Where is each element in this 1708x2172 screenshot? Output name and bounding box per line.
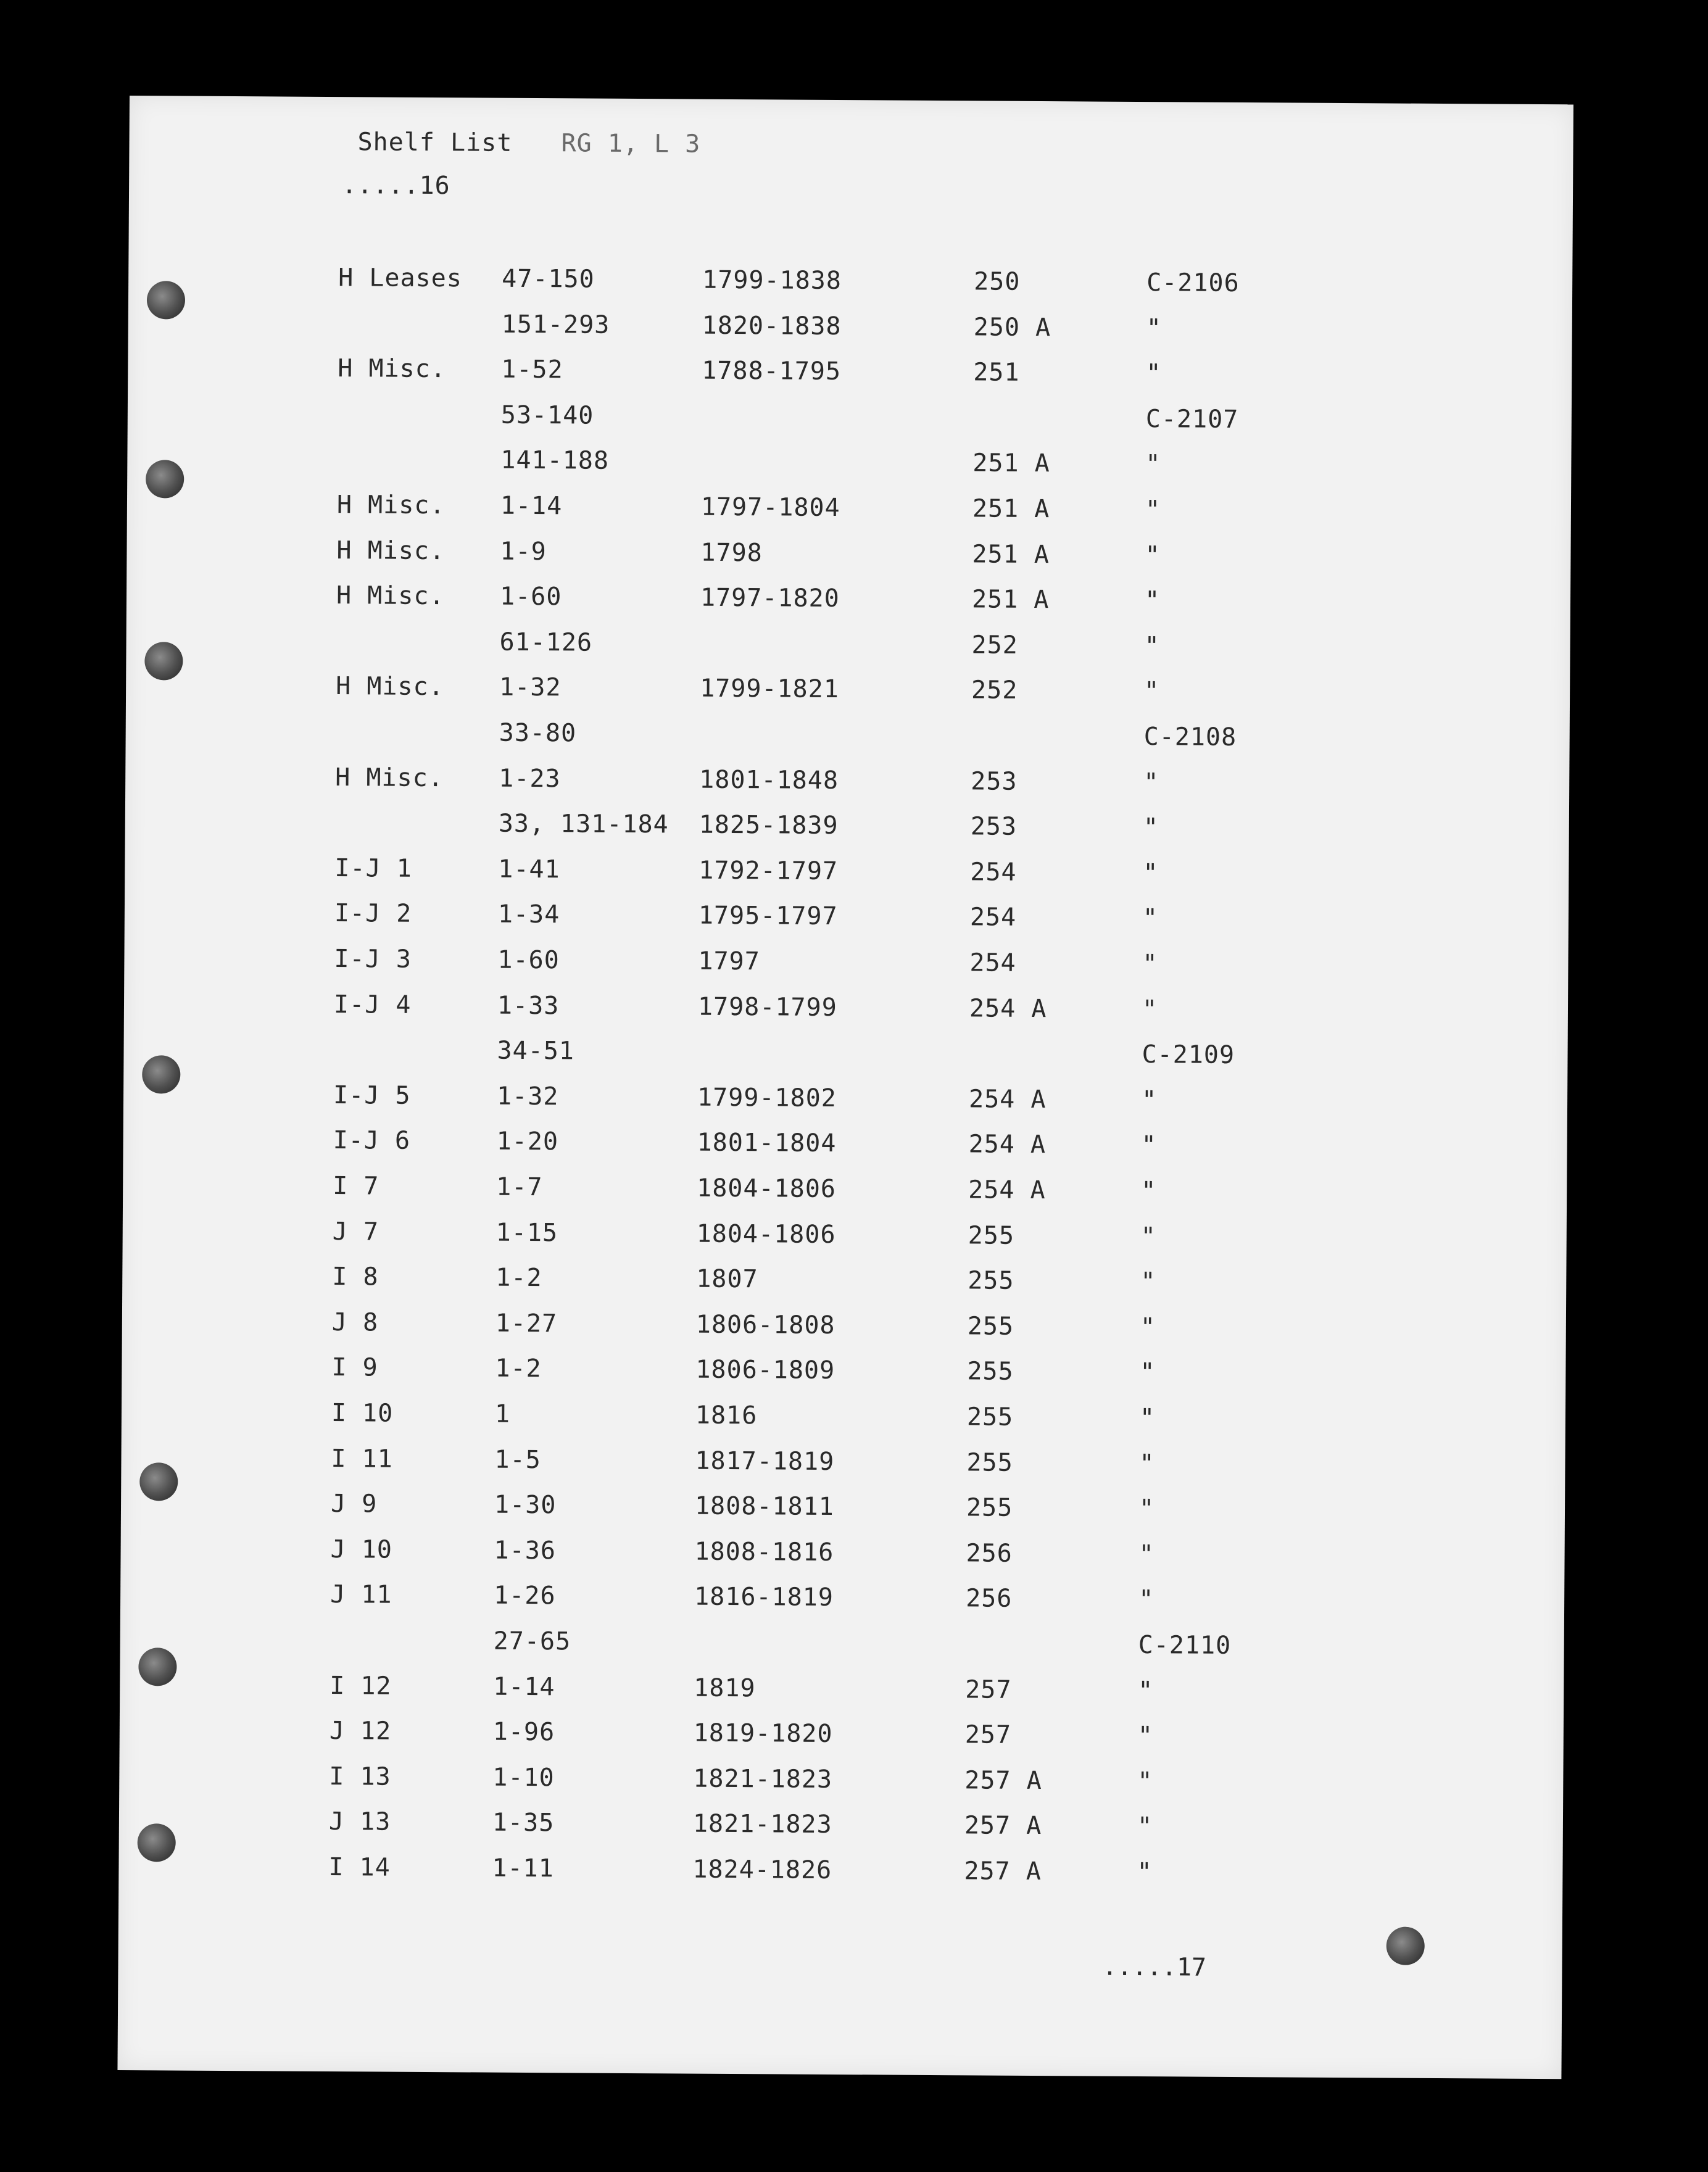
items-cell: 1-2 <box>495 1263 542 1293</box>
reel-cell: C-2110 <box>1138 1631 1232 1660</box>
dates-cell: 1819 <box>694 1673 756 1702</box>
box-cell: 257 A <box>964 1857 1042 1886</box>
series-cell: H Misc. <box>336 581 445 611</box>
box-cell: 255 <box>968 1221 1015 1250</box>
dates-cell: 1797-1804 <box>700 492 840 523</box>
dates-cell: 1799-1838 <box>702 265 842 296</box>
dates-cell: 1824-1826 <box>692 1855 832 1885</box>
items-cell: 1 <box>494 1399 511 1428</box>
items-cell: 1-32 <box>499 673 562 702</box>
table-row <box>121 1443 1565 1489</box>
record-group-label: RG 1, L 3 <box>561 129 701 159</box>
items-cell: 1-60 <box>497 945 560 975</box>
items-cell: 1-96 <box>492 1717 555 1747</box>
series-cell: J 13 <box>328 1807 391 1837</box>
reel-cell: " <box>1140 1312 1156 1341</box>
items-cell: 1-32 <box>496 1082 559 1111</box>
table-row <box>128 308 1572 354</box>
reel-cell: " <box>1146 359 1162 388</box>
items-cell: 1-36 <box>494 1536 557 1565</box>
reel-cell: " <box>1142 995 1158 1024</box>
table-row <box>123 1080 1567 1125</box>
table-row <box>124 943 1568 989</box>
box-cell: 257 <box>964 1720 1012 1749</box>
box-cell: 254 A <box>968 1175 1046 1205</box>
reel-cell: " <box>1137 1722 1154 1751</box>
dates-cell: 1801-1804 <box>697 1129 837 1158</box>
series-cell: I 13 <box>329 1762 391 1791</box>
series-cell: I-J 2 <box>334 899 412 929</box>
table-row <box>120 1670 1564 1716</box>
table-row <box>125 807 1569 853</box>
series-cell: I 14 <box>328 1853 391 1882</box>
items-cell: 1-5 <box>494 1445 541 1474</box>
table-row <box>125 898 1569 943</box>
reel-cell: " <box>1142 904 1159 933</box>
series-cell: I-J 6 <box>333 1126 411 1156</box>
table-row <box>120 1534 1564 1580</box>
box-cell: 254 <box>970 858 1017 887</box>
table-row <box>128 353 1572 399</box>
table-row <box>122 1307 1566 1353</box>
items-cell: 1-30 <box>494 1490 557 1520</box>
reel-cell: " <box>1138 1585 1155 1614</box>
reel-cell: " <box>1139 1404 1156 1433</box>
box-cell: 256 <box>966 1584 1013 1614</box>
items-cell: 1-35 <box>492 1809 555 1838</box>
box-cell: 250 <box>974 267 1021 296</box>
dates-cell: 1808-1816 <box>694 1537 834 1567</box>
reel-cell: " <box>1141 1177 1157 1206</box>
items-cell: 1-34 <box>497 900 560 929</box>
dates-cell: 1795-1797 <box>698 902 838 931</box>
items-cell: 1-41 <box>498 855 560 884</box>
items-cell: 1-60 <box>499 582 562 611</box>
dates-cell: 1797 <box>698 947 760 976</box>
box-cell: 255 <box>967 1357 1014 1387</box>
items-cell: 1-9 <box>500 537 547 566</box>
box-cell: 254 A <box>968 1130 1047 1159</box>
series-cell: H Misc. <box>338 354 447 384</box>
series-cell: J 9 <box>330 1490 378 1519</box>
items-cell: 151-293 <box>501 310 610 339</box>
series-cell: J 7 <box>332 1217 379 1246</box>
box-cell: 251 A <box>971 585 1050 615</box>
table-row <box>127 489 1571 535</box>
dates-cell: 1804-1806 <box>696 1219 836 1249</box>
box-cell: 256 <box>966 1539 1013 1568</box>
reel-cell: " <box>1137 1767 1153 1796</box>
items-cell: 53-140 <box>500 400 594 430</box>
box-cell: 257 <box>965 1675 1012 1704</box>
dates-cell: 1817-1819 <box>695 1446 835 1476</box>
dates-cell: 1825-1839 <box>699 810 839 840</box>
dates-cell: 1806-1809 <box>695 1356 835 1385</box>
items-cell: 1-11 <box>492 1854 554 1883</box>
table-row <box>122 1261 1566 1307</box>
dates-cell: 1798 <box>700 538 763 567</box>
items-cell: 1-2 <box>495 1354 542 1383</box>
items-cell: 1-33 <box>497 991 560 1020</box>
table-row <box>125 853 1569 898</box>
box-cell: 254 A <box>968 1085 1047 1114</box>
table-row <box>120 1625 1564 1670</box>
series-cell: I 12 <box>330 1671 392 1701</box>
items-cell: 1-7 <box>496 1172 543 1202</box>
box-cell: 253 <box>971 766 1018 796</box>
table-row <box>119 1761 1563 1807</box>
reel-cell: C-2107 <box>1145 404 1239 434</box>
reel-cell: " <box>1143 813 1159 842</box>
box-cell: 255 <box>968 1266 1014 1295</box>
reel-cell: " <box>1138 1540 1155 1569</box>
table-row <box>122 1398 1565 1443</box>
punch-hole <box>1387 1926 1425 1965</box>
table-row <box>127 444 1571 489</box>
dates-cell: 1821-1823 <box>692 1810 832 1839</box>
reel-cell: " <box>1140 1358 1156 1387</box>
dates-cell: 1799-1802 <box>697 1083 837 1113</box>
dates-cell: 1821-1823 <box>693 1764 833 1794</box>
reel-cell: " <box>1146 313 1162 342</box>
items-cell: 1-14 <box>500 491 563 521</box>
box-cell: 251 <box>973 358 1020 388</box>
box-cell: 255 <box>967 1312 1014 1341</box>
table-row <box>123 1171 1567 1216</box>
dates-cell: 1788-1795 <box>702 356 842 386</box>
dates-cell: 1808-1811 <box>694 1491 834 1522</box>
series-cell: I 11 <box>331 1444 393 1474</box>
series-cell: I-J 3 <box>334 945 412 974</box>
table-row <box>123 1034 1567 1080</box>
reel-cell: " <box>1145 495 1161 524</box>
dates-cell: 1807 <box>696 1264 758 1294</box>
box-cell: 255 <box>966 1493 1013 1522</box>
box-cell: 257 A <box>964 1766 1042 1795</box>
table-row <box>121 1488 1565 1534</box>
items-cell: 1-14 <box>493 1672 555 1701</box>
series-cell: J 10 <box>330 1535 393 1564</box>
box-cell: 254 A <box>969 993 1047 1023</box>
dates-cell: 1820-1838 <box>702 311 842 341</box>
box-cell: 252 <box>971 631 1018 660</box>
series-cell: I-J 4 <box>333 990 412 1019</box>
items-cell: 1-52 <box>501 355 563 384</box>
items-cell: 47-150 <box>502 264 595 294</box>
items-cell: 61-126 <box>499 628 593 657</box>
items-cell: 1-15 <box>495 1218 558 1247</box>
reel-cell: " <box>1145 541 1161 570</box>
reel-cell: " <box>1139 1449 1155 1478</box>
table-row <box>119 1806 1563 1852</box>
box-cell: 251 A <box>972 539 1050 569</box>
table-row <box>126 535 1570 581</box>
dates-cell: 1797-1820 <box>700 583 840 613</box>
series-cell: H Leases <box>338 263 462 293</box>
table-row <box>128 262 1572 308</box>
series-cell: I-J 1 <box>334 853 412 883</box>
reel-cell: C-2106 <box>1146 268 1240 297</box>
previous-page-marker: .....16 <box>341 171 450 201</box>
dates-cell: 1806-1808 <box>695 1310 835 1340</box>
table-row <box>126 671 1570 716</box>
dates-cell: 1798-1799 <box>697 992 837 1022</box>
series-cell: I 8 <box>332 1262 379 1291</box>
table-row <box>120 1715 1564 1761</box>
reel-cell: " <box>1137 1858 1153 1887</box>
box-cell: 255 <box>966 1403 1014 1432</box>
series-cell: J 8 <box>331 1308 379 1337</box>
box-cell: 252 <box>971 676 1018 705</box>
items-cell: 1-26 <box>494 1581 556 1610</box>
series-cell: H Misc. <box>336 536 446 565</box>
series-cell: I 10 <box>331 1399 394 1428</box>
box-cell: 254 <box>969 903 1017 932</box>
table-row <box>126 580 1570 626</box>
reel-cell: " <box>1145 450 1161 479</box>
box-cell: 250 A <box>973 312 1051 342</box>
box-cell: 251 A <box>972 449 1050 478</box>
series-cell: J 11 <box>330 1580 392 1610</box>
reel-cell: " <box>1141 1085 1158 1114</box>
items-cell: 1-10 <box>492 1763 555 1793</box>
dates-cell: 1801-1848 <box>699 765 839 795</box>
series-cell: J 12 <box>329 1717 392 1746</box>
next-page-marker: .....17 <box>1102 1952 1207 1982</box>
reel-cell: " <box>1143 677 1160 706</box>
reel-cell: " <box>1141 1131 1157 1160</box>
box-cell: 254 <box>969 948 1016 977</box>
items-cell: 1-27 <box>495 1309 558 1338</box>
items-cell: 141-188 <box>500 446 610 476</box>
table-row <box>126 626 1570 671</box>
series-cell: H Misc. <box>336 672 444 702</box>
reel-cell: " <box>1140 1222 1156 1251</box>
items-cell: 1-23 <box>499 764 561 793</box>
reel-cell: C-2108 <box>1143 723 1237 752</box>
box-cell: 253 <box>970 812 1018 841</box>
document-page <box>117 96 1573 2079</box>
table-row <box>125 716 1569 762</box>
table-row <box>123 1216 1567 1262</box>
series-cell: H Misc. <box>336 491 446 520</box>
table-row <box>122 1352 1565 1398</box>
table-row <box>123 1125 1567 1171</box>
reel-cell: " <box>1138 1676 1154 1705</box>
table-row <box>120 1579 1564 1625</box>
items-cell: 33-80 <box>499 718 577 748</box>
series-cell: I 9 <box>331 1353 378 1382</box>
items-cell: 27-65 <box>493 1627 571 1656</box>
dates-cell: 1804-1806 <box>697 1174 837 1204</box>
dates-cell: 1819-1820 <box>693 1718 833 1749</box>
reel-cell: " <box>1144 586 1161 615</box>
items-cell: 1-20 <box>496 1127 559 1156</box>
dates-cell: 1816 <box>695 1401 758 1430</box>
items-cell: 34-51 <box>497 1036 575 1066</box>
reel-cell: " <box>1143 768 1159 797</box>
reel-cell: " <box>1140 1267 1156 1296</box>
reel-cell: " <box>1143 858 1159 888</box>
dates-cell: 1792-1797 <box>699 856 839 885</box>
series-cell: I-J 5 <box>333 1080 411 1110</box>
shelf-list-title: Shelf List <box>357 128 513 157</box>
reel-cell: " <box>1137 1812 1153 1841</box>
series-cell: I 7 <box>333 1172 379 1201</box>
box-cell: 255 <box>966 1448 1013 1477</box>
items-cell: 33, 131-184 <box>498 809 669 839</box>
dates-cell: 1816-1819 <box>694 1583 834 1612</box>
table-row <box>124 989 1568 1035</box>
box-cell: 251 A <box>972 494 1050 524</box>
reel-cell: " <box>1144 631 1160 661</box>
reel-cell: C-2109 <box>1142 1040 1235 1070</box>
table-row <box>118 1852 1562 1897</box>
table-row <box>125 762 1569 808</box>
reel-cell: " <box>1138 1494 1155 1523</box>
table-row <box>128 399 1572 444</box>
dates-cell: 1799-1821 <box>700 674 840 704</box>
reel-cell: " <box>1142 950 1158 979</box>
box-cell: 257 A <box>964 1811 1042 1841</box>
series-cell: H Misc. <box>335 763 444 792</box>
